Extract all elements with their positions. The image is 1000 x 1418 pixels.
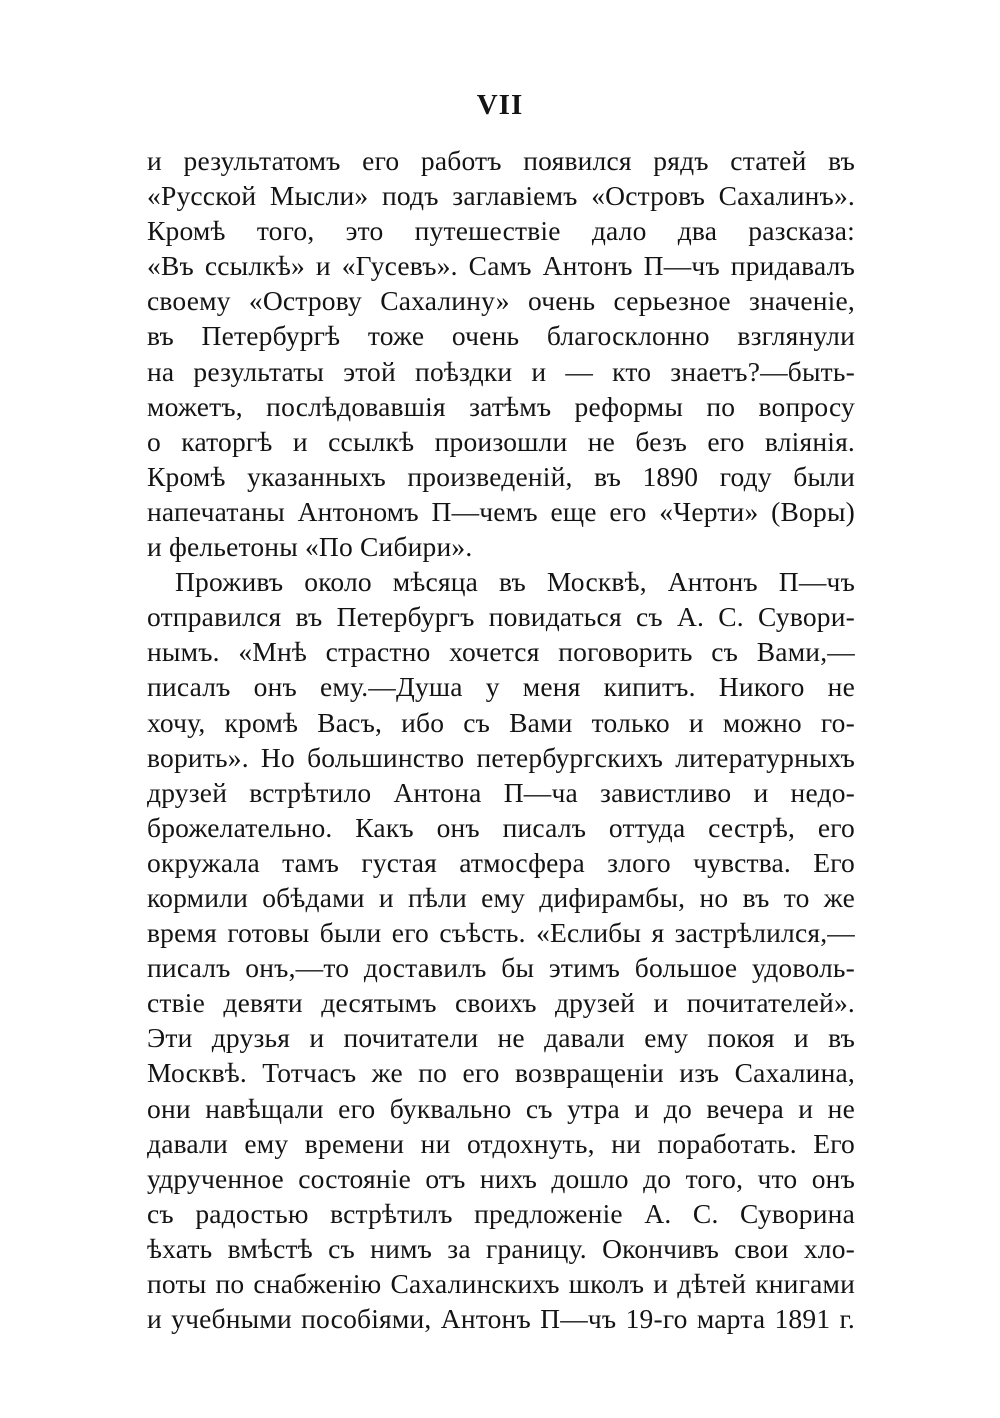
text-line: отправился въ Петербургъ повидаться съ А. С. Сувори- [147,601,855,633]
text-line: хочу, кромѣ Васъ, ибо съ Вами только и можно го- [147,706,855,738]
text-line: ворить». Но большинство петербургскихъ литературныхъ [147,741,855,773]
text-line: напечатаны Антономъ П—чемъ еще его «Черти» (Воры) [147,495,855,527]
page-number: VII [476,89,524,121]
text-line: время готовы были его съѣсть. «Еслибы я застрѣлился,— [147,917,855,949]
text-line: они навѣщали его буквально съ утра и до вечера и не [147,1092,855,1124]
body-text [147,143,855,1336]
text-line: ствіе девяти десятымъ своихъ друзей и почитателей». [147,987,855,1019]
text-line: и результатомъ его работъ появился рядъ статей въ [147,145,855,176]
text-line: Кромѣ указанныхъ произведеній, въ 1890 году были [147,460,855,492]
text-line: Эти друзья и почитатели не давали ему покоя и въ [147,1022,855,1054]
text-line: ѣхать вмѣстѣ съ нимъ за границу. Окончивъ свои хло- [147,1232,855,1264]
text-line: кормили обѣдами и пѣли ему дифирамбы, но въ то же [147,881,855,913]
text-line: «Русской Мысли» подъ заглавіемъ «Островъ Сахалинъ». [147,180,855,212]
text-line: Кромѣ того, это путешествіе дало два разсказа: [147,215,855,247]
text-line: нымъ. «Мнѣ страстно хочется поговорить съ Вами,— [147,636,855,668]
text-line: брожелательно. Какъ онъ писалъ оттуда сестрѣ, его [147,811,855,843]
text-line: поты по снабженію Сахалинскихъ школъ и дѣтей книгами [147,1268,855,1299]
text-line: давали ему времени ни отдохнуть, ни поработать. Его [147,1127,855,1159]
text-line: можетъ, послѣдовавшія затѣмъ реформы по вопросу [147,390,855,422]
text-line: Проживъ около мѣсяца въ Москвѣ, Антонъ П—чъ [175,566,855,598]
text-line: на результаты этой поѣздки и — кто знаетъ?—быть- [147,355,855,387]
paragraph-1 [147,143,855,564]
text-line: писалъ онъ ему.—Душа у меня кипитъ. Никого не [147,671,855,703]
text-line: и учебными пособіями, Антонъ П—чъ 19-го марта 1891 г. [147,1303,855,1335]
text-line: друзей встрѣтило Антона П—ча завистливо и недо- [147,776,855,808]
text-line: Москвѣ. Тотчасъ же по его возвращеніи изъ Сахалина, [147,1057,855,1089]
text-line: своему «Острову Сахалину» очень серьезное значеніе, [147,285,855,317]
text-line: «Въ ссылкѣ» и «Гусевъ». Самъ Антонъ П—чъ придавалъ [147,250,855,282]
paragraph-2 [147,564,855,1336]
text-line: и фельетоны «По Сибири». [147,531,473,563]
text-line: о каторгѣ и ссылкѣ произошли не безъ его вліянія. [147,425,855,457]
text-line: въ Петербургѣ тоже очень благосклонно взглянули [147,320,855,352]
text-line: съ радостью встрѣтилъ предложеніе А. С. Суворина [147,1197,855,1229]
text-line: окружала тамъ густая атмосфера злого чувства. Его [147,846,855,878]
text-line: писалъ онъ,—то доставилъ бы этимъ большое удоволь- [147,952,855,984]
text-line: удрученное состояніе отъ нихъ дошло до того, что онъ [147,1162,855,1194]
